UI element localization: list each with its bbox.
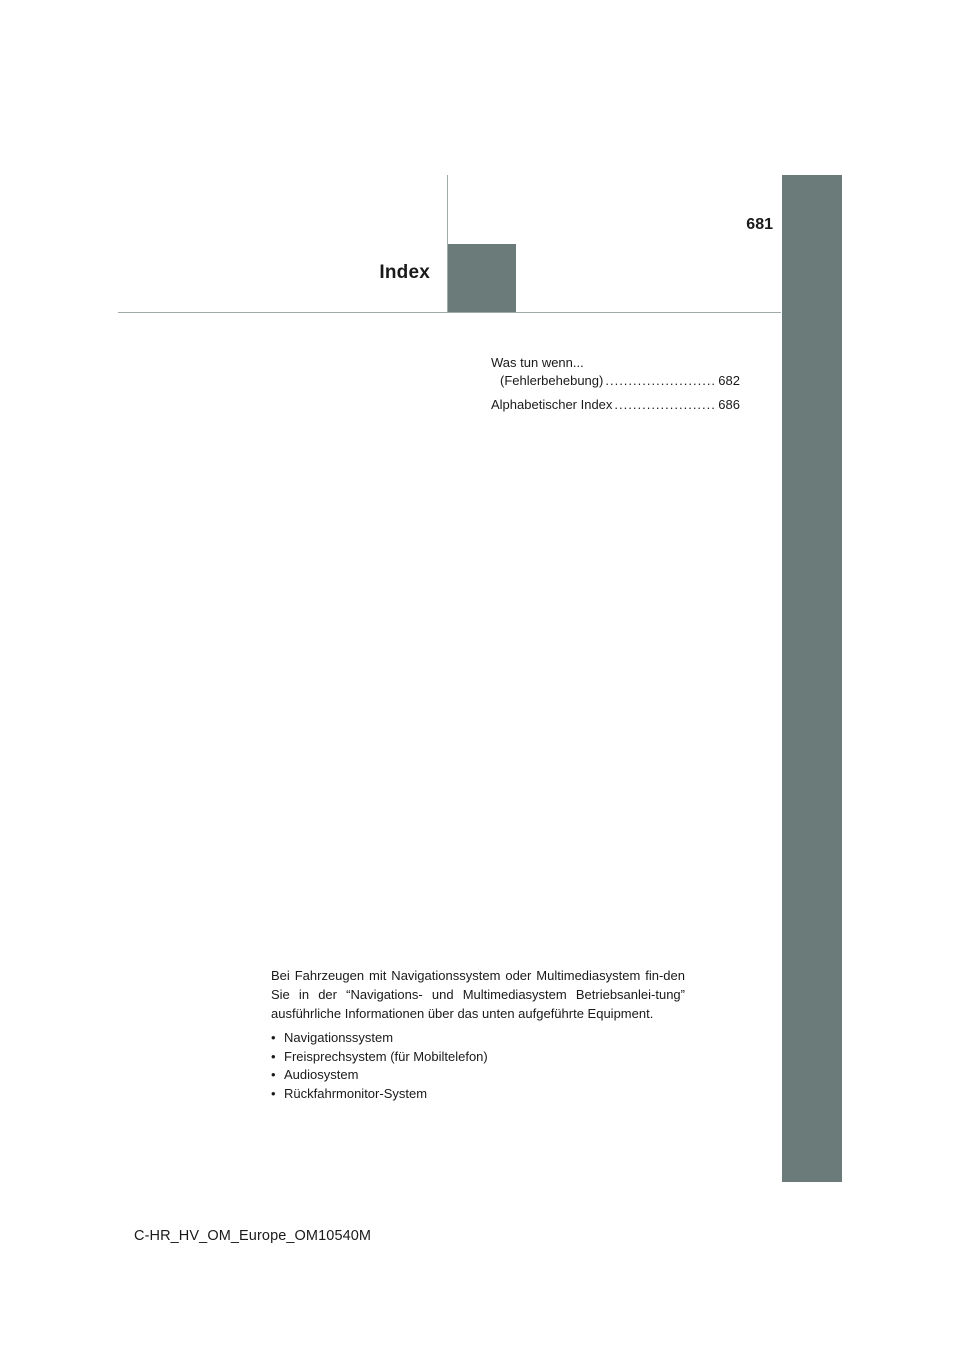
list-item (271, 1085, 685, 1104)
toc-entry-title: (Fehlerbehebung) (500, 373, 604, 388)
toc-entry-page: 682 (718, 373, 740, 388)
bullet-icon: • (271, 1048, 276, 1064)
page-title: Index (379, 262, 430, 283)
document-code: C-HR_HV_OM_Europe_OM10540M (134, 1228, 372, 1244)
toc-line (491, 354, 740, 372)
header-horizontal-rule (118, 312, 781, 313)
toc-dot-leader (605, 372, 716, 390)
list-item (271, 1066, 685, 1085)
toc-entry-alphabetical-index[interactable] (491, 396, 740, 414)
toc-dot-leader (614, 396, 716, 414)
notice-paragraph: Bei Fahrzeugen mit Navigationssystem oder Multimediasystem fin-den Sie in der “Navigations- und Multimediasystem Betriebsanlei-tung” ausführliche Informationen über das unten aufgeführte Equipment. (271, 968, 685, 1021)
toc-entry-page: 686 (718, 397, 740, 412)
bullet-icon: • (271, 1067, 276, 1082)
toc-line (491, 396, 740, 414)
toc-entry-troubleshooting[interactable] (491, 354, 740, 390)
bullet-icon: • (271, 1085, 276, 1101)
toc-entry-title: Alphabetischer Index (491, 397, 613, 412)
list-item (271, 1048, 685, 1067)
page-number: 681 (746, 216, 773, 233)
list-item (271, 1029, 685, 1048)
toc-entry-title: Was tun wenn... (491, 355, 584, 370)
toc-line (491, 372, 740, 390)
list-item-text: Freisprechsystem (für Mobiltelefon) (284, 1048, 488, 1064)
bullet-icon: • (271, 1030, 276, 1045)
section-tab-block (448, 244, 516, 313)
list-item-text: Rückfahrmonitor-System (284, 1085, 428, 1101)
list-item-text: Navigationssystem (284, 1030, 394, 1045)
table-of-contents (491, 354, 740, 420)
side-thumb-band (782, 175, 842, 1182)
list-item-text: Audiosystem (284, 1067, 359, 1082)
equipment-notice (271, 966, 685, 1103)
equipment-list (271, 1029, 685, 1103)
